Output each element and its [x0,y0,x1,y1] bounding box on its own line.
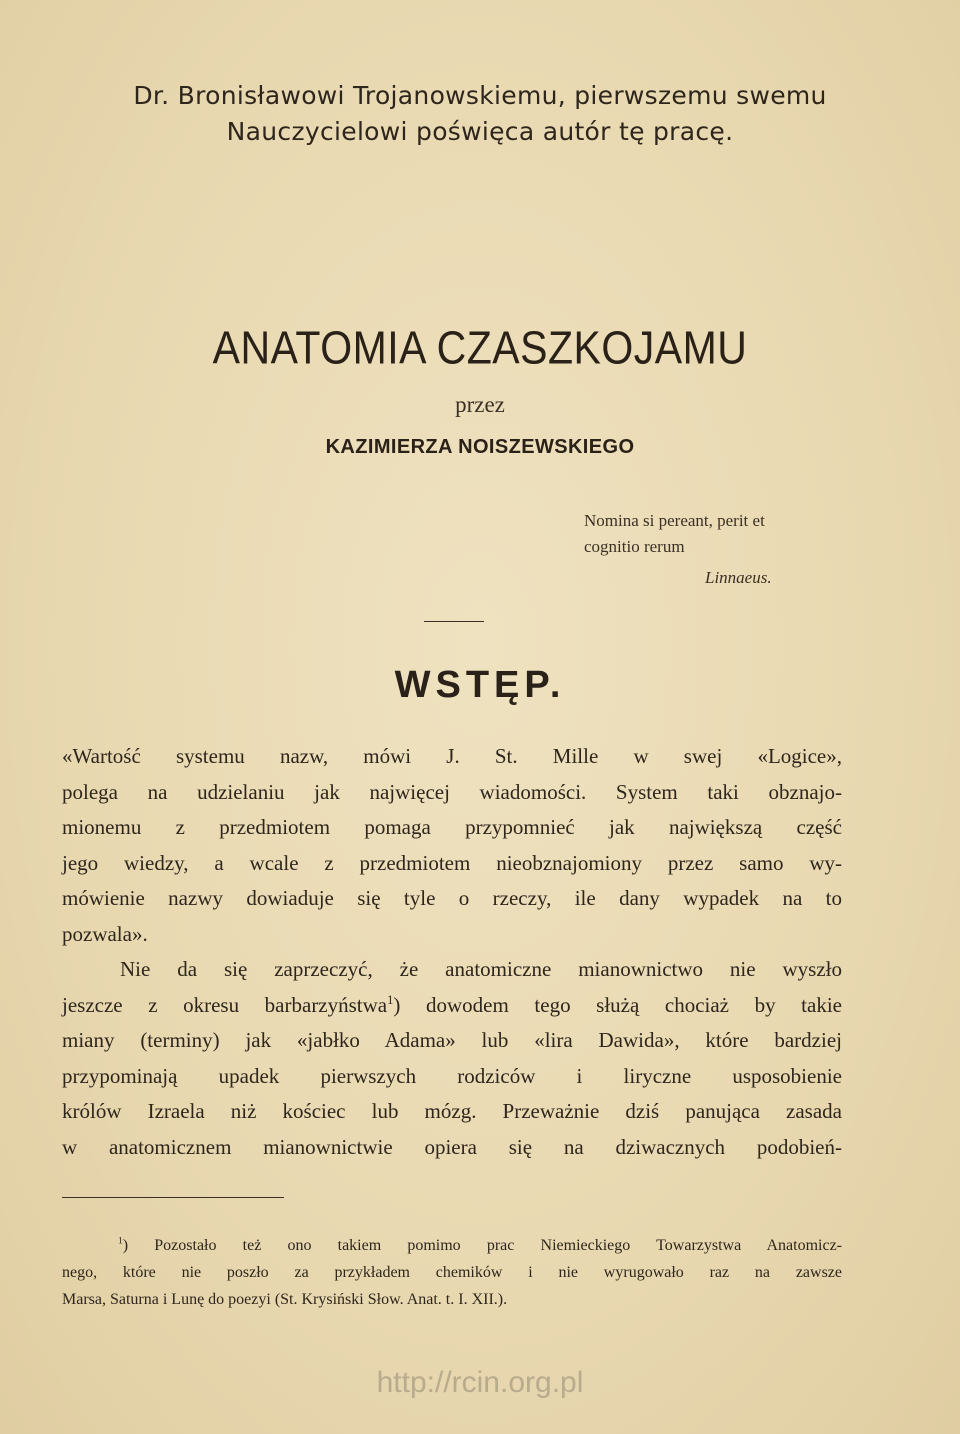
text-line: miany (terminy) jak «jabłko Adama» lub «lira Dawida», które bardziej [62,1028,842,1052]
text-span: ) dowodem tego służą chociaż by takie [393,992,842,1017]
footnote-marker: 1 [118,1235,123,1247]
watermark-url: http://rcin.org.pl [376,1366,584,1399]
text-line: jego wiedzy, a wcale z przedmiotem nieobznajomiony przez samo wy- [62,850,842,875]
text-line: mówienie nazwy dowiaduje się tyle o rzeczy, ile dany wypadek na to [62,886,842,910]
paragraph-2 [62,952,842,1165]
book-title: ANATOMIA CZASZKOJAMU [212,322,748,374]
dedication-line: Nauczycielowi poświęca autór tę pracę. [226,117,734,146]
by-line: przez [455,392,505,417]
epigraph [584,508,884,560]
text-span: jeszcze z okresu barbarzyństwa [62,992,388,1017]
footnote-reference[interactable]: 1 [387,992,394,1007]
text-line [62,988,842,1024]
text-line: Nie da się zaprzeczyć, że anatomiczne mianownictwo nie wyszło [120,957,842,981]
epigraph-line: Nomina si pereant, perit et [584,511,765,530]
text-line: pozwala». [62,921,148,946]
footnote-rule [62,1197,284,1198]
footnote [62,1232,842,1313]
section-divider [424,621,484,622]
dedication [0,78,960,150]
text-line: «Wartość systemu nazw, mówi J. St. Mille w swej «Logice», [62,744,842,768]
footnote-line: Marsa, Saturna i Lunę do poezyi (St. Krysiński Słow. Anat. t. I. XII.). [62,1291,508,1308]
epigraph-attribution: Linnaeus. [705,568,772,587]
text-line: królów Izraela niż kościec lub mózg. Przeważnie dziś panująca zasada [62,1099,842,1123]
text-line: w anatomicznem mianownictwie opiera się na dziwacznych podobień- [62,1134,842,1159]
paragraph-1 [62,739,842,952]
footnote-line [62,1232,842,1259]
text-span: ) Pozostało też ono takiem pomimo prac Niemieckiego Towarzystwa Anatomicz- [122,1237,842,1254]
dedication-line: Dr. Bronisławowi Trojanowskiemu, pierwszemu swemu [133,81,827,110]
text-line: przypominają upadek pierwszych rodziców i liryczne usposobienie [62,1063,842,1088]
footnote-line: nego, które nie poszło za przykładem chemików i nie wyrugowało raz na zawsze [62,1264,842,1281]
epigraph-line: cognitio rerum [584,537,685,556]
text-line: mionemu z przedmiotem pomaga przypomnieć jak największą część [62,815,842,839]
section-title: WSTĘP. [394,664,566,706]
text-line: polega na udzielaniu jak najwięcej wiadomości. System taki obznajo- [62,779,842,804]
author-name: KAZIMIERZA NOISZEWSKIEGO [325,436,635,458]
